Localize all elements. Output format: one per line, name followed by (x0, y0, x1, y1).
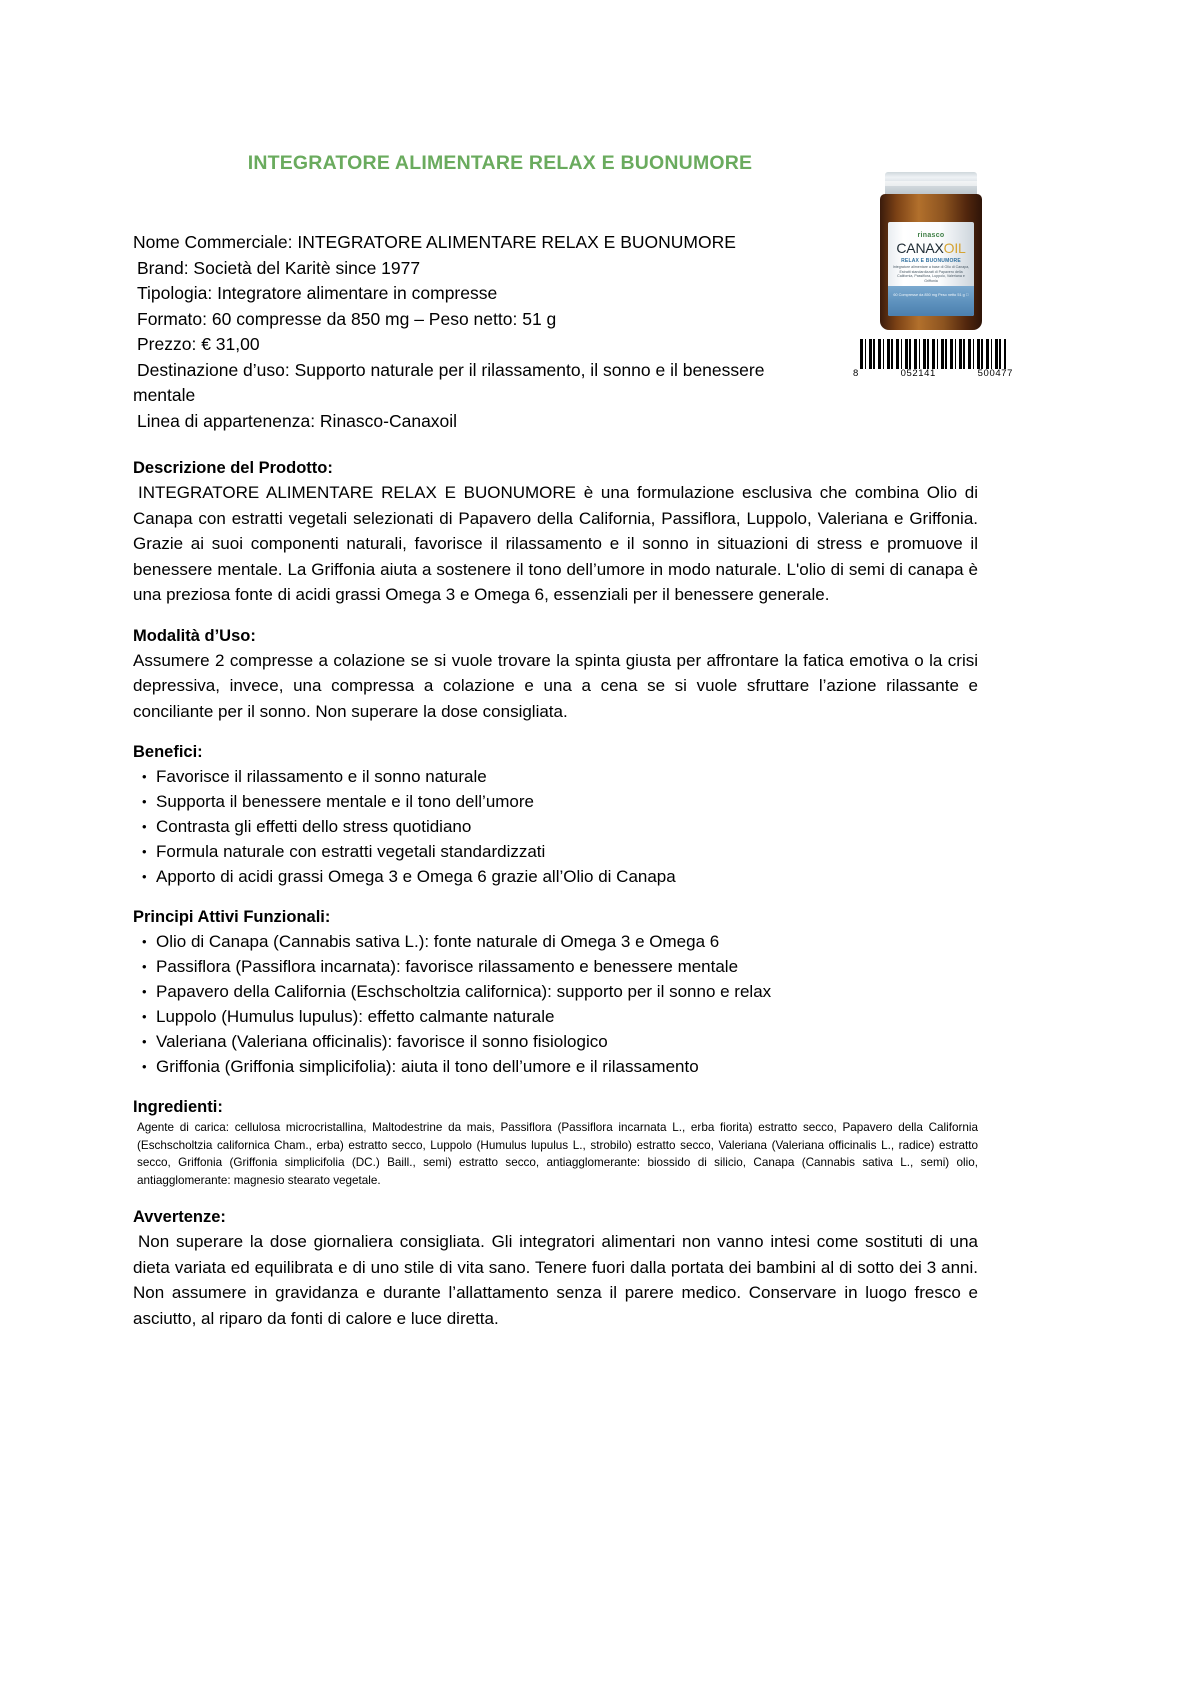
meta-nome-commerciale: Nome Commerciale: INTEGRATORE ALIMENTARE RELAX E BUONUMORE (133, 232, 736, 252)
list-item: • Supporta il benessere mentale e il tono dell’umore (142, 789, 978, 814)
meta-destinazione-uso-cont: mentale (133, 385, 196, 405)
bottle-cap (885, 172, 977, 196)
barcode-digit-mid: 052141 (900, 368, 936, 379)
label-product-name-main: CANAX (896, 240, 944, 256)
heading-principi-attivi: Principi Attivi Funzionali: (133, 908, 331, 926)
label-tagline: RELAX E BUONUMORE (901, 258, 961, 264)
list-principi-attivi (133, 929, 978, 1079)
meta-formato: Formato: 60 compresse da 850 mg – Peso netto: 51 g (137, 308, 557, 329)
barcode-digit-left: 8 (853, 368, 859, 379)
list-item: • Passiflora (Passiflora incarnata): favorisce rilassamento e benessere mentale (142, 954, 978, 979)
heading-benefici: Benefici: (133, 743, 203, 761)
list-item: • Apporto di acidi grassi Omega 3 e Omega 6 grazie all’Olio di Canapa (142, 864, 978, 889)
text-descrizione: INTEGRATORE ALIMENTARE RELAX E BUONUMORE è una formulazione esclusiva che combina Olio di Canapa con estratti vegetali selezionati di Papavero della California, Passiflora, Luppolo, Valeriana e Griffonia. Grazie ai suoi componenti naturali, favorisce il rilassamento e il sonno in situazioni di stress e promuove il benessere mentale. La Griffonia aiuta a sostenere il tono dell’umore in modo naturale. L'olio di semi di canapa è una preziosa fonte di acidi grassi Omega 3 e Omega 6, essenziali per il benessere generale. (133, 483, 978, 604)
barcode-digit-right: 500477 (977, 368, 1013, 379)
document-content (133, 230, 978, 1331)
meta-tipologia: Tipologia: Integratore alimentare in compresse (137, 283, 498, 303)
list-item: • Luppolo (Humulus lupulus): effetto calmante naturale (142, 1004, 978, 1029)
list-item: • Papavero della California (Eschscholtzia californica): supporto per il sonno e relax (142, 979, 978, 1004)
text-avvertenze: Non superare la dose giornaliera consigliata. Gli integratori alimentari non vanno intesi come sostituti di una dieta variata ed equilibrata e di uno stile di vita sano. Tenere fuori dalla portata dei bambini al di sotto dei 3 anni. Non assumere in gravidanza e durante l’allattamento senza il parere medico. Conservare in luogo fresco e asciutto, al riparo da fonti di calore e luce diretta. (133, 1232, 978, 1328)
label-brand: rinasco (917, 232, 945, 239)
list-item: • Olio di Canapa (Cannabis sativa L.): fonte naturale di Omega 3 e Omega 6 (142, 929, 978, 954)
text-ingredienti: Agente di carica: cellulosa microcristallina, Maltodestrine da mais, Passiflora (Passiflora incarnata L., erba fiorita) estratto secco, Papavero della California (Eschscholtzia californica Cham., erba) estratto secco, Luppolo (Humulus lupulus L., strobilo) estratto secco, Valeriana (Valeriana officinalis L., radice) estratto secco, Griffonia (Griffonia simplicifolia (DC.) Baill., semi) estratto secco, antiagglomerante: biossido di silicio, Canapa (Cannabis sativa L., semi) olio, antiagglomerante: magnesio stearato vegetale. (137, 1121, 978, 1187)
list-item: • Favorisce il rilassamento e il sonno naturale (142, 764, 978, 789)
meta-linea: Linea di appartenenza: Rinasco-Canaxoil (137, 410, 458, 431)
heading-descrizione: Descrizione del Prodotto: (133, 459, 333, 477)
heading-modalita-uso: Modalità d’Uso: (133, 626, 256, 645)
heading-ingredienti: Ingredienti: (133, 1098, 223, 1116)
list-benefici (133, 764, 978, 889)
list-item: • Contrasta gli effetti dello stress quotidiano (142, 814, 978, 839)
label-product-name-suffix: OIL (943, 240, 966, 256)
label-description: Integratore alimentare a base di Olio di Canapa, Estratti standardizzati di Papavero della California, Passiflora, Luppolo, Valeriana e Griffonia (892, 265, 970, 283)
list-item: • Formula naturale con estratti vegetali standardizzati (142, 839, 978, 864)
page-title: INTEGRATORE ALIMENTARE RELAX E BUONUMORE (247, 152, 753, 174)
list-item: • Valeriana (Valeriana officinalis): favorisce il sonno fisiologico (142, 1029, 978, 1054)
text-modalita-uso: Assumere 2 compresse a colazione se si vuole trovare la spinta giusta per affrontare la fatica emotiva o la crisi depressiva, invece, una compressa a colazione e una a cena se si vuole sfruttare l’azione rilassante e conciliante per il sonno. Non superare la dose consigliata. (133, 650, 978, 721)
meta-brand: Brand: Società del Karitè since 1977 (137, 257, 421, 278)
meta-destinazione-uso: Destinazione d’uso: Supporto naturale per il rilassamento, il sonno e il benessere (137, 359, 765, 380)
list-item: • Griffonia (Griffonia simplicifolia): aiuta il tono dell’umore e il rilassamento (142, 1054, 978, 1079)
label-band-text: 60 Compresse da 850 mg Peso netto 51 g ⃠ (893, 293, 969, 297)
heading-avvertenze: Avvertenze: (133, 1208, 226, 1226)
meta-prezzo: Prezzo: € 31,00 (137, 334, 260, 354)
